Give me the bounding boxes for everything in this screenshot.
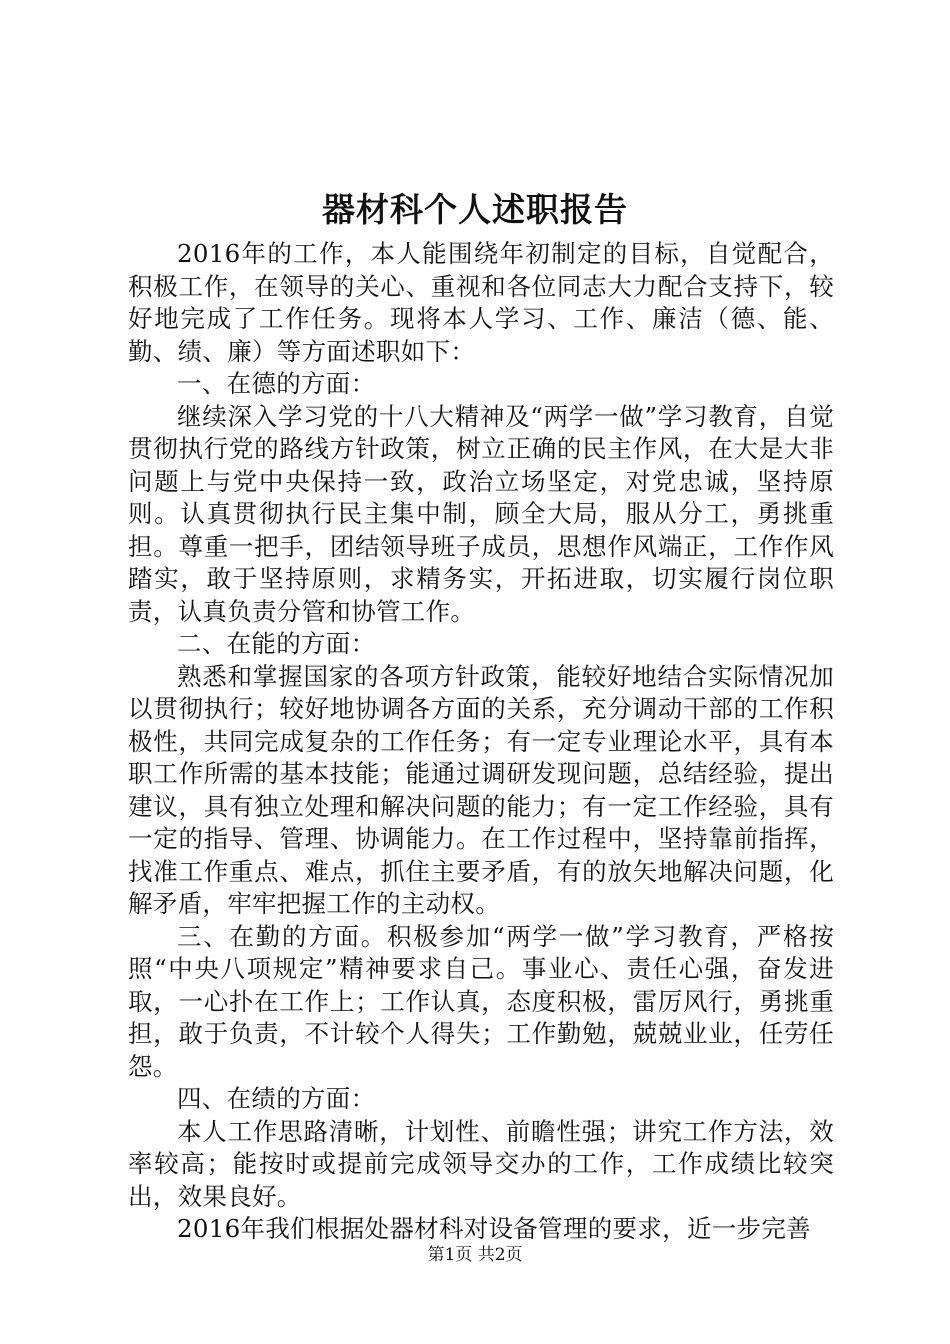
document-body: [128, 238, 834, 1246]
paragraph-achievement: 本人工作思路清晰，计划性、前瞻性强；讲究工作方法，效率较高；能按时或提前完成领导交办的工作，工作成绩比较突出，效果良好。: [128, 1116, 834, 1211]
document-title: 器材科个人述职报告: [322, 190, 628, 229]
paragraph-virtue: 继续深入学习党的十八大精神及“两学一做”学习教育，自觉贯彻执行党的路线方针政策，树立正确的民主作风，在大是大非问题上与党中央保持一致，政治立场坚定，对党忠诚，坚持原则。认真贯彻执行民主集中制，顾全大局，服从分工，勇挑重担。尊重一把手，团结领导班子成员，思想作风端正，工作作风踏实，敢于坚持原则，求精务实，开拓进取，切实履行岗位职责，认真负责分管和协管工作。: [128, 401, 834, 626]
heading-virtue: 一、在德的方面：: [177, 369, 376, 398]
paragraph-2016-work: 2016年我们根据处器材科对设备管理的要求，近一步完善: [177, 1214, 811, 1243]
page-total: 共2页: [477, 1245, 523, 1265]
page-number: 第1页: [427, 1245, 473, 1265]
heading-ability: 二、在能的方面：: [177, 629, 376, 658]
heading-achievement: 四、在绩的方面：: [177, 1084, 376, 1113]
paragraph-ability: 熟悉和掌握国家的各项方针政策，能较好地结合实际情况加以贯彻执行；较好地协调各方面的关系，充分调动干部的工作积极性，共同完成复杂的工作任务；有一定专业理论水平，具有本职工作所需的基本技能；能通过调研发现问题，总结经验，提出建议，具有独立处理和解决问题的能力；有一定工作经验，具有一定的指导、管理、协调能力。在工作过程中，坚持靠前指挥，找准工作重点、难点，抓住主要矛盾，有的放矢地解决问题，化解矛盾，牢牢把握工作的主动权。: [128, 661, 834, 918]
paragraph-intro: 2016年的工作，本人能围绕年初制定的目标，自觉配合，积极工作，在领导的关心、重视和各位同志大力配合支持下，较好地完成了工作任务。现将本人学习、工作、廉洁（德、能、勤、绩、廉）等方面述职如下：: [128, 239, 834, 366]
paragraph-diligence: 三、在勤的方面。积极参加“两学一做”学习教育，严格按照“中央八项规定”精神要求自己。事业心、责任心强，奋发进取，一心扑在工作上；工作认真，态度积极，雷厉风行，勇挑重担，敢于负责，不计较个人得失；工作勤勉，兢兢业业，任劳任怨。: [128, 921, 834, 1081]
page-footer: [0, 1244, 950, 1266]
